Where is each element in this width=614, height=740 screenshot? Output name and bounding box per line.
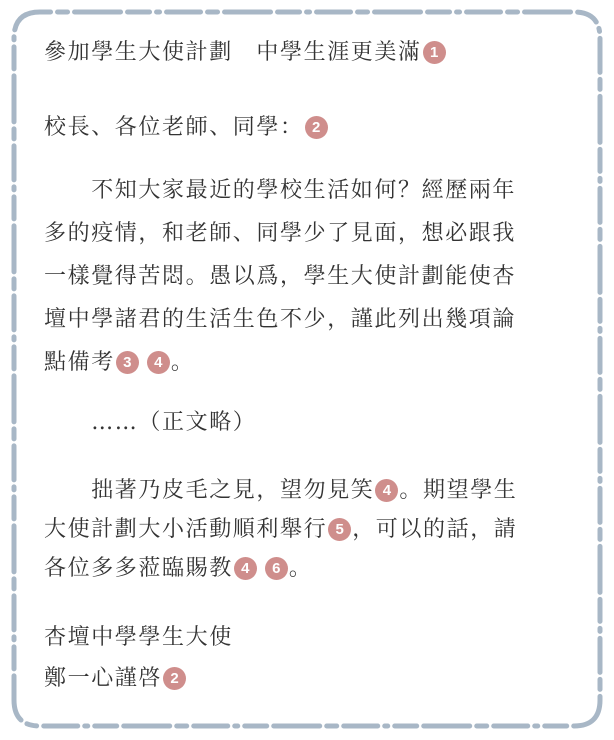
omitted-body: ……（正文略） [44, 410, 257, 435]
closing-line-1 [44, 473, 517, 509]
signature-name [44, 661, 187, 697]
salutation [44, 110, 329, 146]
intro-line-1: 不知大家最近的學校生活如何？經歷兩年 [44, 178, 517, 203]
intro-line-3: 一樣覺得苦悶。愚以爲，學生大使計劃能使杏 [44, 264, 517, 289]
closing-line-3 [44, 551, 312, 587]
closing-line-2 [44, 512, 517, 548]
intro-line-2: 多的疫情，和老師、同學少了見面，想必跟我 [44, 221, 517, 246]
closing-line-3-text: 各位多多蒞臨賜教 [44, 556, 233, 581]
closing-line-3-end: 。 [288, 556, 313, 581]
annotation-badge: 4 [375, 479, 398, 502]
intro-line-5-end: 。 [170, 350, 195, 375]
annotation-badge: 3 [116, 351, 139, 374]
closing-line-1-text: 拙著乃皮毛之見，望勿見笑 [44, 478, 375, 503]
closing-line-1-tail: 。期望學生 [399, 478, 518, 503]
annotation-badge: 1 [423, 41, 446, 64]
annotation-badge: 4 [147, 351, 170, 374]
closing-line-2-tail: ，可以的話，請 [352, 517, 518, 542]
signature-name-text: 鄭一心謹啓 [44, 666, 163, 691]
closing-line-2-text: 大使計劃大小活動順利舉行 [44, 517, 328, 542]
annotation-badge: 2 [305, 116, 328, 139]
intro-line-5 [44, 345, 194, 381]
annotation-badge: 5 [328, 518, 351, 541]
title-text: 參加學生大使計劃 中學生涯更美滿 [44, 40, 422, 65]
intro-line-5-text: 點備考 [44, 350, 115, 375]
signature-org: 杏壇中學學生大使 [44, 625, 233, 650]
intro-line-4: 壇中學諸君的生活生色不少，謹此列出幾項論 [44, 307, 517, 332]
annotation-badge: 6 [265, 557, 288, 580]
salutation-text: 校長、各位老師、同學： [44, 115, 304, 140]
annotation-badge: 4 [234, 557, 257, 580]
letter-title [44, 35, 447, 71]
annotation-badge: 2 [163, 667, 186, 690]
